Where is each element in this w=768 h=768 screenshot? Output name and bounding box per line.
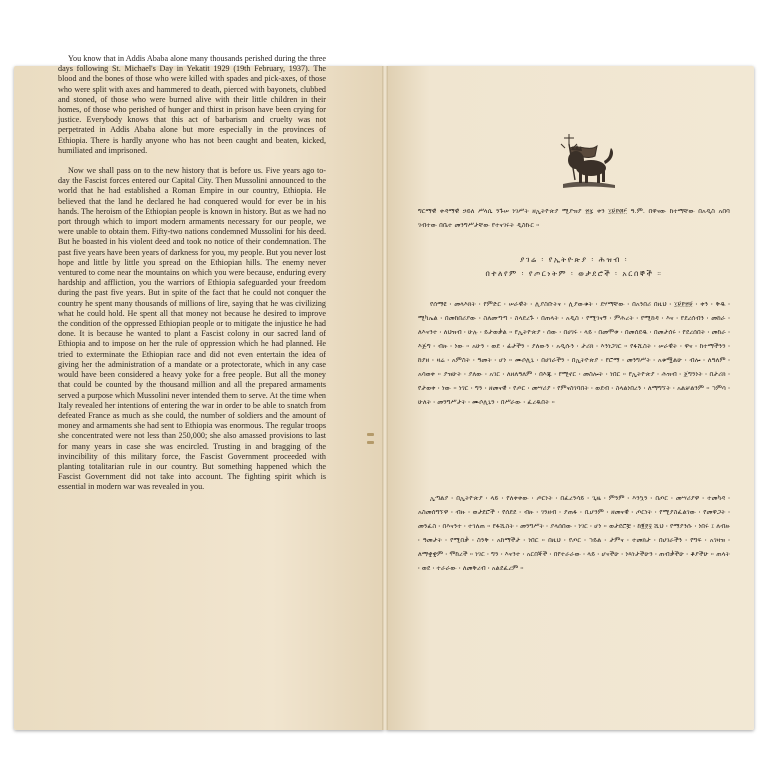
lion-of-judah-emblem-icon (549, 130, 619, 192)
staple (367, 433, 374, 436)
amharic-intro: ግርማዊ ቀዳማዊ ኃይለ ሥላሴ ንጉሠ ነገሥት ዘኢትዮጵያ ሚያዝያ ፳፯ ቀን ፲፱፻፴፫ ዓ.ም. በዋናው ከተማቸው በአዲስ አበባ ገብተው በቤተ መንግሥታቸው የተናገሩት ዲስኩር ። (418, 208, 730, 229)
heading-line-1: ያገሬ ፡ የኢትዮጵያ ፡ ሕዝብ ፡ (519, 255, 629, 264)
amharic-paragraph-1-text: የሰማዩ ፡ መላእክት ፡ የምድር ፡ ሠራዊት ፡ ሊያስቡትና ፡ ሊያውቁት ፡ ደሃማቸው ፡ በአንበሪ በዚህ ፡ ፲፱፻፳፱ ፡ ቀን ፡ ቅዱ ፡ ሚካኤል ፡ በመከበሪያው ፡ ስለመጣጣ ፡ ስላደረጉ ፡ በጠላት ፡ አዲስ ፡ የሚገናኝ ፡ ምሕረት ፡ የሚከዳ ፡ እና ፡ የደረሰብን ፡ መከራ ፡ ለእናንተ ፡ ለህዝብ ፡ ሁሉ ፡ ይታወቃል ። የኢትዮጵያ ፡ ሰው ፡ በሀገሩ ፡ ላይ ፡ በመሞቱ ፡ በመሰደዱ ፡ በመታሰሩ ፡ የደረሰበት ፡ መከራ ፡ እጅግ ፡ ብዙ ፡ ነው ። አሁን ፡ ወደ ፡ ፊታችን ፡ ያለውን ፡ አዲሱን ፡ ታሪክ ፡ እንነጋገር ። የፋሺስት ፡ ሠራዊት ፡ ዋና ፡ ከተማችንን ፡ ከያዘ ፡ ዛሬ ፡ አምስት ፡ ዓመት ፡ ሆነ ። ሙሶሊኒ ፡ በሀገራችን ፡ በኢትዮጵያ ፡ የሮማ ፡ መንግሥት ፡ አቁሟልሁ ፡ ብሎ ፡ ለዓለም ፡ አሳወቀ ። ያዝሁት ፡ ያለው ፡ አገር ፡ ለዘለዓለም ፡ በእጁ ፡ የሚኖር ፡ መስሎት ፡ ነበር ። የኢትዮጵያ ፡ ሕዝብ ፡ ጀግንነት ፡ በታሪክ ፡ የታወቀ ፡ ነው ። ነገር ፡ ግን ፡ ዘመናዊ ፡ የጦር ፡ መሣሪያ ፡ የምናስገባበት ፡ ወደብ ፡ ስላልነበረን ፡ ለማግኘት ፡ አልቻልንም ። ኀምሳ ፡ ሁለት ፡ መንግሥታት ፡ ሙሶሊኒን ፡ በሥራው ፡ ፈረዱበት ። (418, 301, 730, 406)
amharic-heading (418, 253, 730, 281)
heading-line-2: በተለየም ፡ የጦርነትም ፡ ወታደሮች ፡ አርበኞች ። (485, 269, 663, 278)
book-gutter (382, 66, 388, 730)
left-paragraph-2: Now we shall pass on to the new history that is before us. Five years ago to-day the Fascist forces entered our Capital City. Then Mussolini announced to the world that he had established a Roman Empire in our country, Ethiopia. He believed that the land he declared he had conquered would for ever be in his hands. The heroism of the Ethiopian people is known in history. But as we had no port through which to import modern armaments necessary for our people, we were unable to obtain them. Fifty-two nations condemned Mussolini for his deed. But he boasted in his violent deed and took no notice of their condemnation. The past five years have been years of darkness for you, my people. But you never lost hope and little by little you spread on the Ethiopian hills. The enemy never ventured to come near the mountains on which you were because, enduring every hardship and affliction, you the warriors of Ethiopia safeguarded your freedom during the past five years. But in spite of the fact that he could not conquer the country he spent many thousands of millions of lire, saying that he was civilizing what he could hold. He spent all that money not because he desired to improve the condition of the oppressed Ethiopian people or to mitigate the injustice he had done. It is because he wanted to plant a Fascist colony in our sacred land of Ethiopia and to impose on her the rule of oppression which he had planned. He tried to exterminate the Ethiopian race and did not even entertain the idea of giving her the administration of a mandate or a protectorate, which in any case would have been considered a heavy yoke for a free people. But all the money that could be counted by the thousand million and all the prepared armaments served a purpose which Mussolini never intended them to serve. At the time when Italy revealed her intentions of entering the war in order to be able to snatch from defeated France as much as she could, the number of soldiers and the amount of money and armaments she had sent to Ethiopia was enormous. The regular troops she concentrated were not less than 250,000; she also amassed provisions to last for many years in case she was encircled. Trusting in and bragging of the invincibility of this military force, the Fascist Government proceeded with planting totalitarian rule in our country. But something happened which the Fascist Government did not take into account. The fighting spirit which is essential in modern war was revealed in you. (58, 166, 326, 492)
left-paragraph-1: You know that in Addis Ababa alone many thousands perished during the three days following St. Michael's Day in Yekatit 1929 (19th February, 1937). The blood and the bones of those who were killed with spades and pick-axes, of those who were split with axes and hammered to death, pierced with bayonets, clubbed and stoned, of those who were burned alive with their little children in their homes, of those who perished of hunger and thirst in prison have been crying for justice. Everybody knows that this act of barbarism and cruelty was not perpetrated in Addis Ababa alone but more especially in the provinces of Ethiopia. There is hardly anyone who has not been caught and beaten, kicked, humiliated and imprisoned. (58, 54, 326, 155)
amharic-paragraph-2 (418, 492, 730, 576)
left-page-text (58, 54, 326, 493)
staple (367, 441, 374, 444)
amharic-paragraph-2-text: ኢጣልያ ፡ በኢትዮጵያ ፡ ላይ ፡ የለቀቀው ፡ ጦርነት ፡ በፈረንሳይ ፡ ጊዜ ፡ ምንም ፡ እንኳን ፡ በጦር ፡ መሣሪያዋ ፡ ተመካዳ ፡ አስመሰግኘዋ ፡ ብዙ ፡ ወታደሮች ፡ የሰደደ ፡ ብዙ ፡ ገንዘብ ፡ ያጠፋ ፡ ቢሆንም ፡ ዘመናዊ ፡ ጦርነት ፡ የሚያስፈልገው ፡ የመዋጋት ፡ መንፈስ ፡ በእናንተ ፡ ተገለጠ ። የፋሺስት ፡ መንግሥት ፡ ያላሰበው ፡ ነገር ፡ ሆነ ። ወታደሮቿ ፡ ከ፪፻፶ ሺህ ፡ የማያንሱ ፡ ነበሩ ፤ ለብዙ ፡ ዓመታት ፡ የሚበቃ ፡ ስንቅ ፡ አከማችታ ፡ ነበር ። በዚህ ፡ የጦር ፡ ኀይል ፡ ታምና ፡ ተመክታ ፡ በሀገራችን ፡ የግፍ ፡ አገዛዝ ፡ ለማቋቋም ፡ ሞከረች ። ነገር ፡ ግን ፡ እናንተ ፡ አርበኞች ፡ በየተራራው ፡ ላይ ፡ ሆናችሁ ፡ ነጻነታችሁን ፡ ጠብቃችሁ ፡ ቆያችሁ ። ጠላት ፡ ወደ ፡ ተራራው ፡ ለመቅረብ ፡ አልደፈረም ። (418, 495, 730, 572)
amharic-paragraph-1 (418, 298, 730, 410)
